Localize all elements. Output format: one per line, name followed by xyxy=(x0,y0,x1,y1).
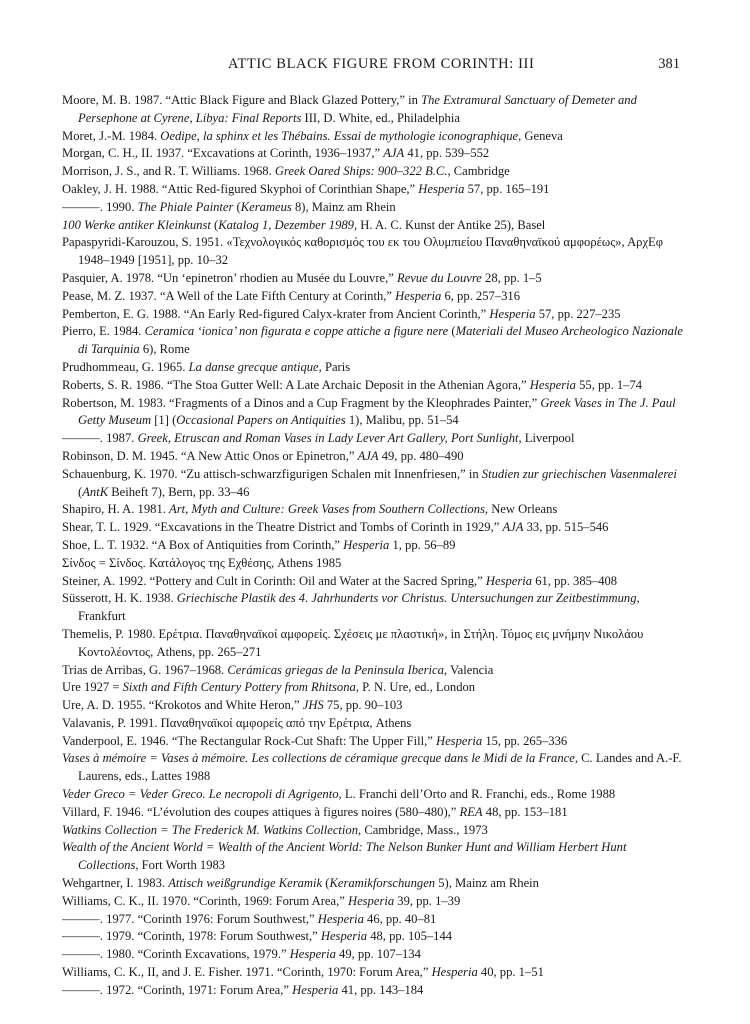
reference-entry xyxy=(62,377,690,395)
reference-entry xyxy=(62,270,690,288)
reference-text: Shoe, L. T. 1932. “A Box of Antiquities from Corinth,” xyxy=(62,537,344,552)
reference-text: Steiner, A. 1992. “Pottery and Cult in Corinth: Oil and Water at the Sacred Spring,” xyxy=(62,573,486,588)
reference-text: ———. 1987. xyxy=(62,431,138,446)
reference-text: 41, pp. 539–552 xyxy=(404,146,490,161)
reference-text: Moore, M. B. 1987. “Attic Black Figure and Black Glazed Pottery,” in xyxy=(62,93,422,107)
reference-title-italic: Hesperia xyxy=(489,306,536,321)
reference-entry xyxy=(62,928,690,946)
reference-entry xyxy=(62,911,690,929)
reference-title-italic: The Phiale Painter xyxy=(137,199,234,214)
reference-text: Trias de Arribas, G. 1967–1968. xyxy=(62,662,228,677)
reference-title-italic: Katalog 1, Dezember 1989 xyxy=(218,217,354,232)
reference-text: 57, pp. 165–191 xyxy=(464,181,550,196)
reference-entry xyxy=(62,893,690,911)
reference-title-italic: Hesperia xyxy=(343,537,390,552)
reference-text: , Paris xyxy=(318,359,351,374)
reference-text: Williams, C. K., II. 1970. “Corinth, 1969: Forum Area,” xyxy=(62,893,348,908)
reference-text: 48, pp. 153–181 xyxy=(482,804,568,819)
reference-title-italic: Greek, Etruscan and Roman Vases in Lady Lever Art Gallery, Port Sunlight xyxy=(137,431,519,446)
reference-text: III, D. White, ed., Philadelphia xyxy=(301,110,460,125)
reference-text: , New Orleans xyxy=(484,502,558,517)
reference-title-italic: Materiali del Museo Archeologico Nazionale di Tarquinia xyxy=(78,324,683,357)
reference-title-italic: Hesperia xyxy=(395,288,442,303)
reference-text: Ure, A. D. 1955. “Krokotos and White Heron,” xyxy=(62,698,303,713)
reference-title-italic: Griechische Plastik des 4. Jahrhunderts vor Christus. Untersuchungen zur Zeitbestimmung xyxy=(176,591,637,606)
reference-entry xyxy=(62,964,690,982)
reference-text: Pasquier, A. 1978. “Un ‘epinetron’ rhodien au Musée du Louvre,” xyxy=(62,270,398,285)
reference-text: ———. 1979. “Corinth, 1978: Forum Southwest,” xyxy=(62,929,321,944)
reference-title-italic: Greek Vases in The J. Paul Getty Museum xyxy=(78,395,676,428)
reference-text: Prudhommeau, G. 1965. xyxy=(62,359,189,374)
reference-entry xyxy=(62,573,690,591)
reference-text: ( xyxy=(322,876,330,891)
reference-text: Pease, M. Z. 1937. “A Well of the Late Fifth Century at Corinth,” xyxy=(62,288,396,303)
reference-title-italic: Veder Greco = Veder Greco. Le necropoli di Agrigento xyxy=(62,787,339,802)
reference-text: 1), Malibu, pp. 51–54 xyxy=(345,413,459,428)
reference-text: , Geneva xyxy=(518,128,563,143)
reference-text: Papaspyridi-Karouzou, S. 1951. «Τεχνολογικός καθορισμός του εκ του Ολυμπιείου Παναθηναϊκού αμφορέως», ΑρχΕφ 1948–1949 [1951], pp. 10–32 xyxy=(62,235,664,268)
reference-text: Williams, C. K., II, and J. E. Fisher. 1971. “Corinth, 1970: Forum Area,” xyxy=(62,965,432,980)
reference-entry xyxy=(62,715,690,733)
reference-text: Robertson, M. 1983. “Fragments of a Dinos and a Cup Fragment by the Kleophrades Painter,” xyxy=(62,395,541,410)
reference-text: , H. A. C. Kunst der Antike 25), Basel xyxy=(353,217,546,232)
reference-entry xyxy=(62,359,690,377)
reference-text: [1] ( xyxy=(151,413,177,428)
reference-text: ———. 1972. “Corinth, 1971: Forum Area,” xyxy=(62,982,293,997)
reference-title-italic: Kerameus xyxy=(240,199,292,214)
reference-text: 28, pp. 1–5 xyxy=(481,270,542,285)
reference-title-italic: Keramikforschungen xyxy=(329,876,436,891)
running-header xyxy=(0,56,750,78)
reference-text: 40, pp. 1–51 xyxy=(477,965,544,980)
reference-entry xyxy=(62,395,690,431)
reference-title-italic: Greek Oared Ships: 900–322 B.C. xyxy=(274,164,448,179)
reference-text: Pierro, E. 1984. xyxy=(62,324,145,339)
reference-text: Beiheft 7), Bern, pp. 33–46 xyxy=(108,484,250,499)
reference-text: ———. 1977. “Corinth 1976: Forum Southwest,” xyxy=(62,911,318,926)
reference-title-italic: 100 Werke antiker Kleinkunst xyxy=(62,217,211,232)
reference-text: 41, pp. 143–184 xyxy=(338,982,424,997)
reference-text: Σίνδος = Σίνδος. Κατάλογος της Εχθέσης, Athens 1985 xyxy=(62,555,342,570)
reference-entry xyxy=(62,590,690,626)
reference-text: ———. 1980. “Corinth Excavations, 1979.” xyxy=(62,947,290,962)
reference-title-italic: Studien zur griechischen Vasenmalerei xyxy=(481,466,677,481)
reference-text: ( xyxy=(210,217,219,232)
reference-title-italic: Art, Myth and Culture: Greek Vases from Southern Collections xyxy=(169,502,485,517)
reference-text: , P. N. Ure, ed., London xyxy=(355,680,476,695)
reference-title-italic: Hesperia xyxy=(436,733,483,748)
reference-text: Shapiro, H. A. 1981. xyxy=(62,502,170,517)
reference-text: Valavanis, P. 1991. Παναθηναϊκοί αμφορείς από την Ερέτρια, Athens xyxy=(62,715,412,730)
reference-entry xyxy=(62,822,690,840)
reference-text: 1, pp. 56–89 xyxy=(389,537,456,552)
reference-entry xyxy=(62,537,690,555)
reference-text: Robinson, D. M. 1945. “A New Attic Onos or Epinetron,” xyxy=(62,448,358,463)
reference-entry xyxy=(62,555,690,573)
reference-text: Morrison, J. S., and R. T. Williams. 1968. xyxy=(62,164,275,179)
reference-text: Oakley, J. H. 1988. “Attic Red-figured Skyphoi of Corinthian Shape,” xyxy=(62,181,419,196)
reference-text: Themelis, P. 1980. Ερέτρια. Παναθηναϊκοί αμφορείς. Σχέσεις με πλαστική», in Στήλη. Τόμος εις μνήμην Νικολάου Κοντολέοντος, Athens, pp. 265–271 xyxy=(62,626,644,659)
reference-text: , L. Franchi dell’Orto and R. Franchi, eds., Rome 1988 xyxy=(338,787,616,802)
reference-title-italic: Hesperia xyxy=(529,377,576,392)
reference-text: Roberts, S. R. 1986. “The Stoa Gutter Well: A Late Archaic Deposit in the Athenian Agora,” xyxy=(62,377,530,392)
reference-title-italic: AJA xyxy=(502,520,524,535)
reference-title-italic: Ceramica ‘ionica’ non figurata e coppe attiche a figure nere xyxy=(144,324,449,339)
reference-title-italic: Hesperia xyxy=(347,893,395,908)
reference-text: Vanderpool, E. 1946. “The Rectangular Rock-Cut Shaft: The Upper Fill,” xyxy=(62,733,436,748)
reference-title-italic: Attisch weißgrundige Keramik xyxy=(168,876,323,891)
reference-title-italic: REA xyxy=(459,804,483,819)
reference-title-italic: Sixth and Fifth Century Pottery from Rhitsona xyxy=(122,680,356,695)
reference-entry xyxy=(62,750,690,786)
reference-text: , Valencia xyxy=(443,662,494,677)
reference-entry xyxy=(62,946,690,964)
reference-text: Ure 1927 = xyxy=(62,680,123,695)
reference-text: , Fort Worth 1983 xyxy=(135,858,226,873)
reference-entry xyxy=(62,163,690,181)
reference-text: Morgan, C. H., II. 1937. “Excavations at Corinth, 1936–1937,” xyxy=(62,146,384,161)
reference-title-italic: Hesperia xyxy=(320,929,368,944)
bibliography-list xyxy=(62,92,690,1000)
reference-text: 55, pp. 1–74 xyxy=(575,377,643,392)
reference-text: ( xyxy=(78,484,83,499)
reference-text: , C. Landes and A.-F. Laurens, eds., Lattes 1988 xyxy=(78,751,682,784)
reference-entry xyxy=(62,217,690,235)
reference-entry xyxy=(62,199,690,217)
reference-title-italic: AJA xyxy=(357,448,379,463)
reference-text: 5), Mainz am Rhein xyxy=(435,876,539,891)
reference-entry xyxy=(62,430,690,448)
reference-text: 6), Rome xyxy=(139,342,190,357)
reference-text: , Cambridge, Mass., 1973 xyxy=(358,822,488,837)
reference-entry xyxy=(62,501,690,519)
reference-text: 49, pp. 107–134 xyxy=(335,947,421,962)
reference-text: Moret, J.-M. 1984. xyxy=(62,128,161,143)
reference-text: , Cambridge xyxy=(447,164,510,179)
reference-title-italic: Wealth of the Ancient World = Wealth of the Ancient World: The Nelson Bunker Hunt and William Herbert Hunt Collections xyxy=(62,840,627,873)
reference-text: 8), Mainz am Rhein xyxy=(291,199,396,214)
reference-title-italic: AntK xyxy=(82,484,109,499)
reference-entry xyxy=(62,626,690,662)
reference-entry xyxy=(62,982,690,1000)
reference-entry xyxy=(62,128,690,146)
reference-entry xyxy=(62,697,690,715)
reference-entry xyxy=(62,786,690,804)
reference-title-italic: Oedipe, la sphinx et les Thébains. Essai de mythologie iconographique xyxy=(160,128,519,143)
reference-title-italic: Hesperia xyxy=(431,965,478,980)
reference-title-italic: Vases à mémoire = Vases à mémoire. Les collections de céramique grecque dans le Midi de la France xyxy=(62,751,575,766)
reference-entry xyxy=(62,288,690,306)
reference-entry xyxy=(62,234,690,270)
reference-text: Wehgartner, I. 1983. xyxy=(62,876,169,891)
reference-title-italic: Cerámicas griegas de la Peninsula Iberica xyxy=(227,662,444,677)
reference-entry xyxy=(62,679,690,697)
reference-text: Villard, F. 1946. “L’évolution des coupes attiques à figures noires (580–480),” xyxy=(62,804,460,819)
reference-text: 15, pp. 265–336 xyxy=(482,733,568,748)
reference-text: 49, pp. 480–490 xyxy=(378,448,464,463)
reference-entry xyxy=(62,519,690,537)
reference-entry xyxy=(62,323,690,359)
reference-text: ( xyxy=(233,199,241,214)
reference-text: ( xyxy=(448,324,456,339)
reference-text: ———. 1990. xyxy=(62,199,138,214)
reference-entry xyxy=(62,306,690,324)
reference-text: 75, pp. 90–103 xyxy=(323,698,403,713)
reference-text: 33, pp. 515–546 xyxy=(523,520,609,535)
reference-text: Pemberton, E. G. 1988. “An Early Red-figured Calyx-krater from Ancient Corinth,” xyxy=(62,306,490,321)
reference-text: 46, pp. 40–81 xyxy=(363,911,437,926)
reference-text: 48, pp. 105–144 xyxy=(367,929,453,944)
page-number: 381 xyxy=(658,56,680,72)
reference-title-italic: The Extramural Sanctuary of Demeter and Persephone at Cyrene, Libya: Final Reports xyxy=(78,93,637,125)
reference-title-italic: Hesperia xyxy=(317,911,364,926)
reference-entry xyxy=(62,181,690,199)
reference-title-italic: Hesperia xyxy=(289,947,336,962)
reference-title-italic: Revue du Louvre xyxy=(397,270,482,285)
reference-entry xyxy=(62,839,690,875)
reference-text: , Frankfurt xyxy=(78,591,640,624)
reference-title-italic: La danse grecque antique xyxy=(188,359,319,374)
reference-title-italic: AJA xyxy=(383,146,405,161)
reference-title-italic: JHS xyxy=(302,698,324,713)
reference-text: 57, pp. 227–235 xyxy=(535,306,621,321)
reference-entry xyxy=(62,466,690,502)
reference-entry xyxy=(62,733,690,751)
reference-text: Shear, T. L. 1929. “Excavations in the Theatre District and Tombs of Corinth in 1929,” xyxy=(62,520,503,535)
running-title: ATTIC BLACK FIGURE FROM CORINTH: III xyxy=(228,56,535,72)
reference-title-italic: Watkins Collection = The Frederick M. Watkins Collection xyxy=(62,822,359,837)
reference-title-italic: Hesperia xyxy=(485,573,533,588)
reference-entry xyxy=(62,145,690,163)
reference-text: Süsserott, H. K. 1938. xyxy=(62,591,177,606)
reference-title-italic: Occasional Papers on Antiquities xyxy=(176,413,346,428)
reference-entry xyxy=(62,662,690,680)
reference-title-italic: Hesperia xyxy=(292,982,339,997)
reference-entry xyxy=(62,448,690,466)
reference-entry xyxy=(62,92,690,128)
reference-text: , Liverpool xyxy=(518,431,575,446)
reference-text: Schauenburg, K. 1970. “Zu attisch-schwarzfigurigen Schalen mit Innenfriesen,” in xyxy=(62,466,482,481)
reference-text: 61, pp. 385–408 xyxy=(532,573,618,588)
reference-title-italic: Hesperia xyxy=(418,181,465,196)
reference-entry xyxy=(62,875,690,893)
reference-text: 39, pp. 1–39 xyxy=(394,893,461,908)
reference-entry xyxy=(62,804,690,822)
reference-text: 6, pp. 257–316 xyxy=(441,288,521,303)
